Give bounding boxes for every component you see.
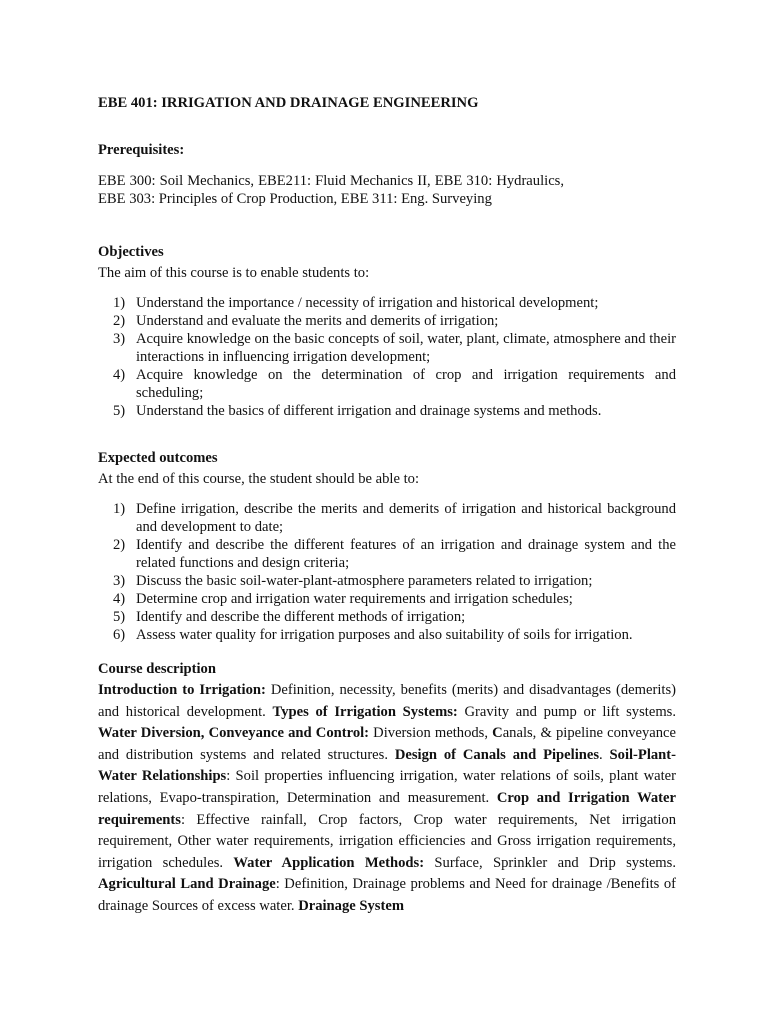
list-number: 2) — [113, 537, 126, 553]
list-number: 3) — [113, 573, 126, 589]
list-number: 5) — [113, 609, 126, 625]
page-title: EBE 401: IRRIGATION AND DRAINAGE ENGINEERING — [98, 95, 479, 111]
description-segment: Surface, Sprinkler and Drip systems. — [424, 854, 676, 871]
list-item-text: Understand the importance / necessity of irrigation and historical development; — [136, 295, 599, 311]
course-description-body — [98, 680, 676, 918]
list-number: 2) — [113, 313, 126, 329]
list-item — [98, 608, 676, 626]
description-segment: : Soil properties influencing irrigation, water relations of soils, plant water relations, Evapo-transpiration, Determination and measurement. — [98, 768, 676, 806]
objectives-list — [98, 294, 676, 420]
description-segment: Definition, necessity, benefits (merits) and disadvantages (demerits) and historical development. — [98, 682, 676, 720]
list-item — [98, 330, 676, 366]
outcomes-intro: At the end of this course, the student should be able to: — [98, 471, 419, 487]
outcomes-list — [98, 500, 676, 644]
list-number: 4) — [113, 591, 126, 607]
description-segment: anals, & pipeline conveyance and distribution systems and related structures. — [98, 725, 676, 763]
list-item-text: Identify and describe the different methods of irrigation; — [136, 609, 466, 625]
course-description-heading: Course description — [98, 661, 216, 677]
description-segment: C — [492, 725, 503, 742]
description-segment: Introduction to Irrigation: — [98, 682, 266, 698]
description-segment: Drainage System — [298, 897, 404, 914]
list-item — [98, 402, 676, 420]
list-item-text: Acquire knowledge on the basic concepts of soil, water, plant, climate, atmosphere and their interactions in influencing irrigation development; — [136, 331, 676, 365]
list-number: 4) — [113, 367, 126, 383]
description-segment: Crop and Irrigation Water requirements — [98, 789, 677, 828]
list-item-text: Identify and describe the different features of an irrigation and drainage system and the related functions and design criteria; — [136, 537, 676, 571]
prerequisites-heading: Prerequisites: — [98, 142, 185, 158]
list-item-text: Define irrigation, describe the merits and demerits of irrigation and historical background and development to date; — [136, 501, 676, 535]
description-segment: Gravity and pump or lift systems. — [457, 703, 676, 720]
list-item — [98, 366, 676, 402]
list-item-text: Understand the basics of different irrigation and drainage systems and methods. — [136, 403, 602, 419]
list-item-text: Understand and evaluate the merits and demerits of irrigation; — [136, 313, 499, 329]
objectives-heading: Objectives — [98, 244, 164, 260]
list-item-text: Determine crop and irrigation water requirements and irrigation schedules; — [136, 591, 573, 607]
list-item — [98, 572, 676, 590]
description-segment: Water Application Methods: — [233, 854, 425, 871]
list-item — [98, 626, 676, 644]
description-segment: Diversion methods, — [369, 725, 493, 742]
description-segment: Design of Canals and Pipelines — [394, 746, 600, 763]
list-item — [98, 536, 676, 572]
list-number: 3) — [113, 331, 126, 347]
objectives-intro: The aim of this course is to enable students to: — [98, 265, 370, 281]
list-item-text: Discuss the basic soil-water-plant-atmosphere parameters related to irrigation; — [136, 573, 593, 589]
description-segment: . — [599, 746, 610, 763]
list-item-text: Acquire knowledge on the determination of crop and irrigation requirements and scheduling; — [136, 367, 676, 401]
course-description-paragraph — [98, 680, 676, 918]
list-number: 5) — [113, 403, 126, 419]
description-segment: : Effective rainfall, Crop factors, Crop water requirements, Net irrigation requirement, Other water requirements, irrigation efficiencies and Gross irrigation requirements, irrigation schedules. — [98, 811, 676, 871]
list-number: 1) — [113, 295, 126, 311]
description-segment: Soil-Plant-Water Relationships — [98, 746, 677, 785]
list-item — [98, 312, 676, 330]
list-number: 1) — [113, 501, 126, 517]
description-segment: Types of Irrigation Systems: — [272, 703, 458, 720]
list-item — [98, 590, 676, 608]
list-item-text: Assess water quality for irrigation purposes and also suitability of soils for irrigation. — [136, 627, 633, 643]
list-item — [98, 500, 676, 536]
list-item — [98, 294, 676, 312]
description-segment: Water Diversion, Conveyance and Control: — [98, 725, 370, 742]
prerequisites-text: EBE 300: Soil Mechanics, EBE211: Fluid Mechanics II, EBE 310: Hydraulics, EBE 303: Principles of Crop Production, EBE 311: Eng. Surveying — [98, 173, 564, 207]
outcomes-heading: Expected outcomes — [98, 450, 218, 466]
list-number: 6) — [113, 627, 126, 643]
description-segment: Agricultural Land Drainage — [98, 876, 276, 893]
description-segment: : Definition, Drainage problems and Need for drainage /Benefits of drainage Sources of excess water. — [98, 876, 676, 914]
